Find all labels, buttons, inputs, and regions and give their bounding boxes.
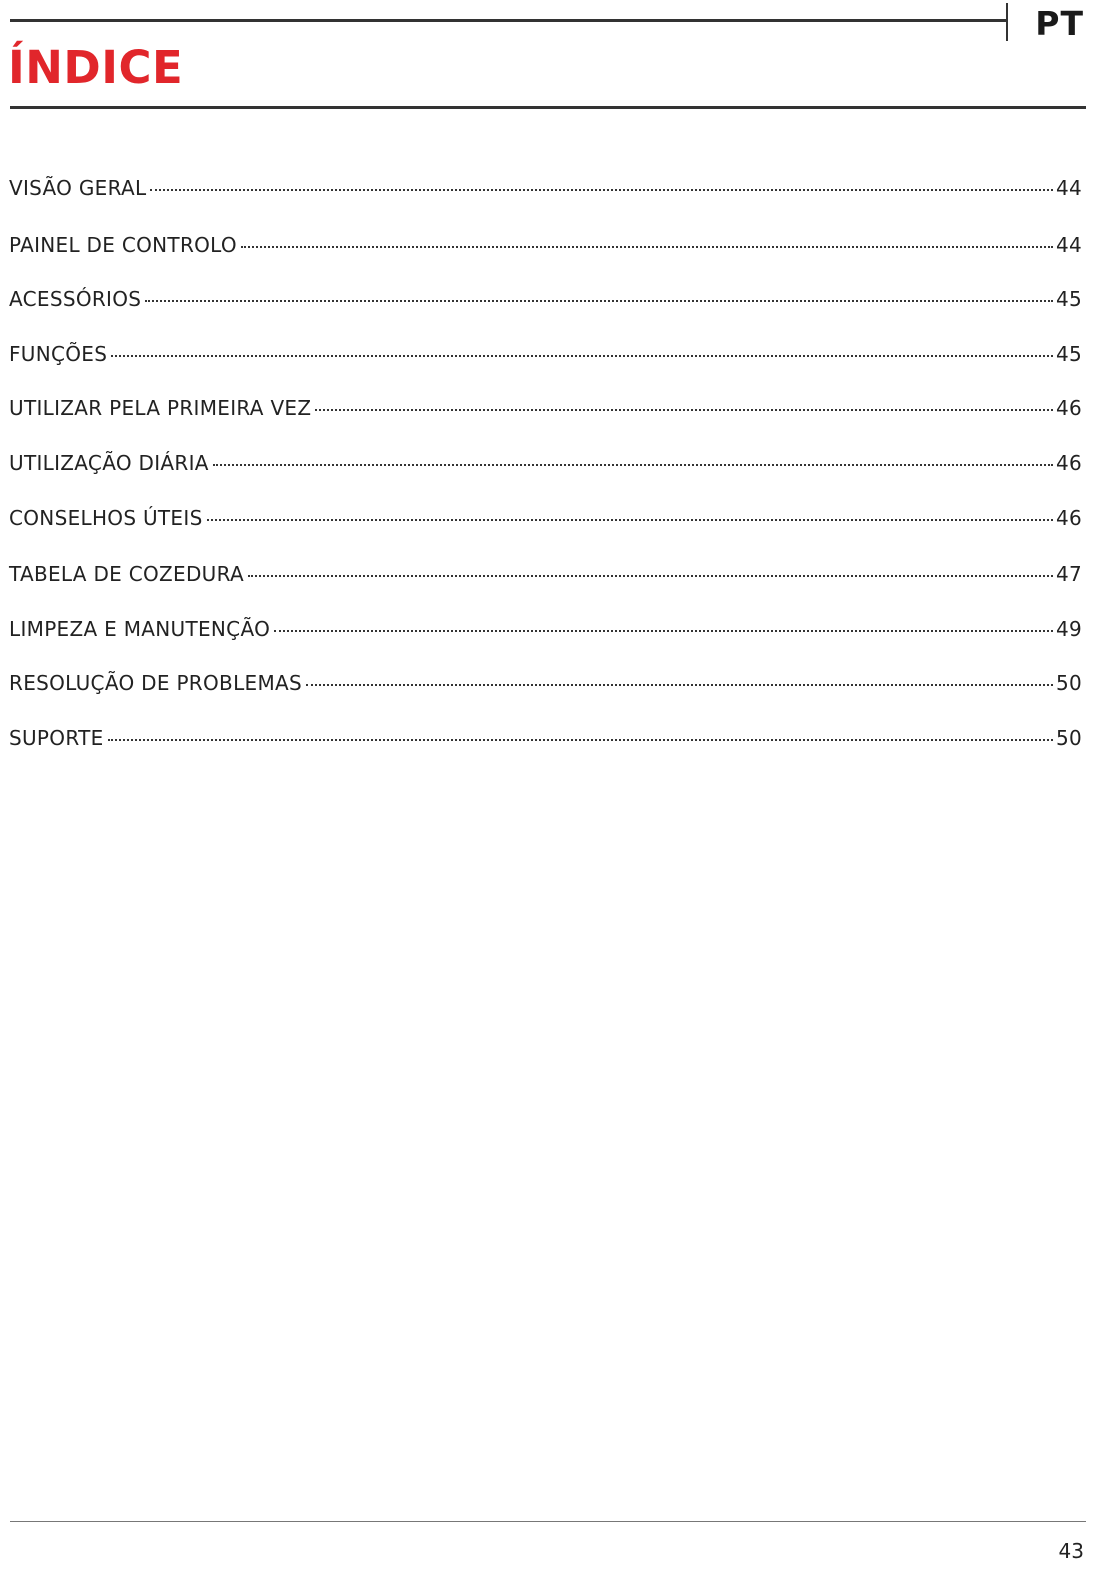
toc-dot-leader — [315, 409, 1053, 411]
toc-entry-label: UTILIZAR PELA PRIMEIRA VEZ — [9, 396, 312, 420]
footer-rule — [10, 1521, 1086, 1522]
toc-entry-label: CONSELHOS ÚTEIS — [9, 506, 203, 530]
toc-dot-leader — [306, 684, 1053, 686]
toc-entry-page: 44 — [1055, 233, 1082, 257]
toc-entry-limpeza-e-manutencao[interactable] — [9, 614, 1082, 644]
toc-entry-page: 45 — [1055, 287, 1082, 311]
toc-entry-label: RESOLUÇÃO DE PROBLEMAS — [9, 671, 302, 695]
toc-entry-label: ACESSÓRIOS — [9, 287, 142, 311]
language-code: PT — [1035, 4, 1084, 43]
toc-entry-page: 50 — [1055, 671, 1082, 695]
toc-entry-page: 46 — [1055, 396, 1082, 420]
toc-entry-visao-geral[interactable] — [9, 173, 1082, 203]
toc-entry-label: TABELA DE COZEDURA — [9, 562, 244, 586]
toc-entry-page: 47 — [1055, 562, 1082, 586]
toc-dot-leader — [241, 246, 1053, 248]
toc-dot-leader — [111, 355, 1053, 357]
header-top-rule — [10, 19, 1008, 22]
toc-entry-resolucao-de-problemas[interactable] — [9, 668, 1082, 698]
title-underline-rule — [10, 106, 1086, 109]
toc-entry-painel-de-controlo[interactable] — [9, 230, 1082, 260]
toc-dot-leader — [213, 464, 1053, 466]
toc-dot-leader — [150, 189, 1053, 191]
toc-dot-leader — [207, 519, 1053, 521]
toc-entry-conselhos-uteis[interactable] — [9, 503, 1082, 533]
toc-entry-label: VISÃO GERAL — [9, 176, 147, 200]
toc-entry-label: FUNÇÕES — [9, 342, 108, 366]
page-title: ÍNDICE — [8, 41, 184, 94]
toc-entry-page: 46 — [1055, 451, 1082, 475]
toc-dot-leader — [274, 630, 1053, 632]
toc-entry-page: 45 — [1055, 342, 1082, 366]
toc-dot-leader — [108, 739, 1053, 741]
toc-entry-page: 44 — [1055, 176, 1082, 200]
toc-entry-utilizacao-diaria[interactable] — [9, 448, 1082, 478]
toc-entry-suporte[interactable] — [9, 723, 1082, 753]
header-language-divider — [1006, 3, 1008, 41]
toc-dot-leader — [145, 300, 1053, 302]
toc-entry-utilizar-pela-primeira-vez[interactable] — [9, 393, 1082, 423]
toc-entry-label: SUPORTE — [9, 726, 104, 750]
toc-entry-page: 49 — [1055, 617, 1082, 641]
toc-dot-leader — [248, 575, 1053, 577]
toc-entry-acessorios[interactable] — [9, 284, 1082, 314]
toc-entry-label: PAINEL DE CONTROLO — [9, 233, 237, 257]
toc-entry-label: LIMPEZA E MANUTENÇÃO — [9, 617, 271, 641]
toc-entry-page: 50 — [1055, 726, 1082, 750]
page-number: 43 — [1058, 1539, 1084, 1563]
toc-entry-label: UTILIZAÇÃO DIÁRIA — [9, 451, 209, 475]
toc-entry-page: 46 — [1055, 506, 1082, 530]
toc-entry-funcoes[interactable] — [9, 339, 1082, 369]
toc-entry-tabela-de-cozedura[interactable] — [9, 559, 1082, 589]
